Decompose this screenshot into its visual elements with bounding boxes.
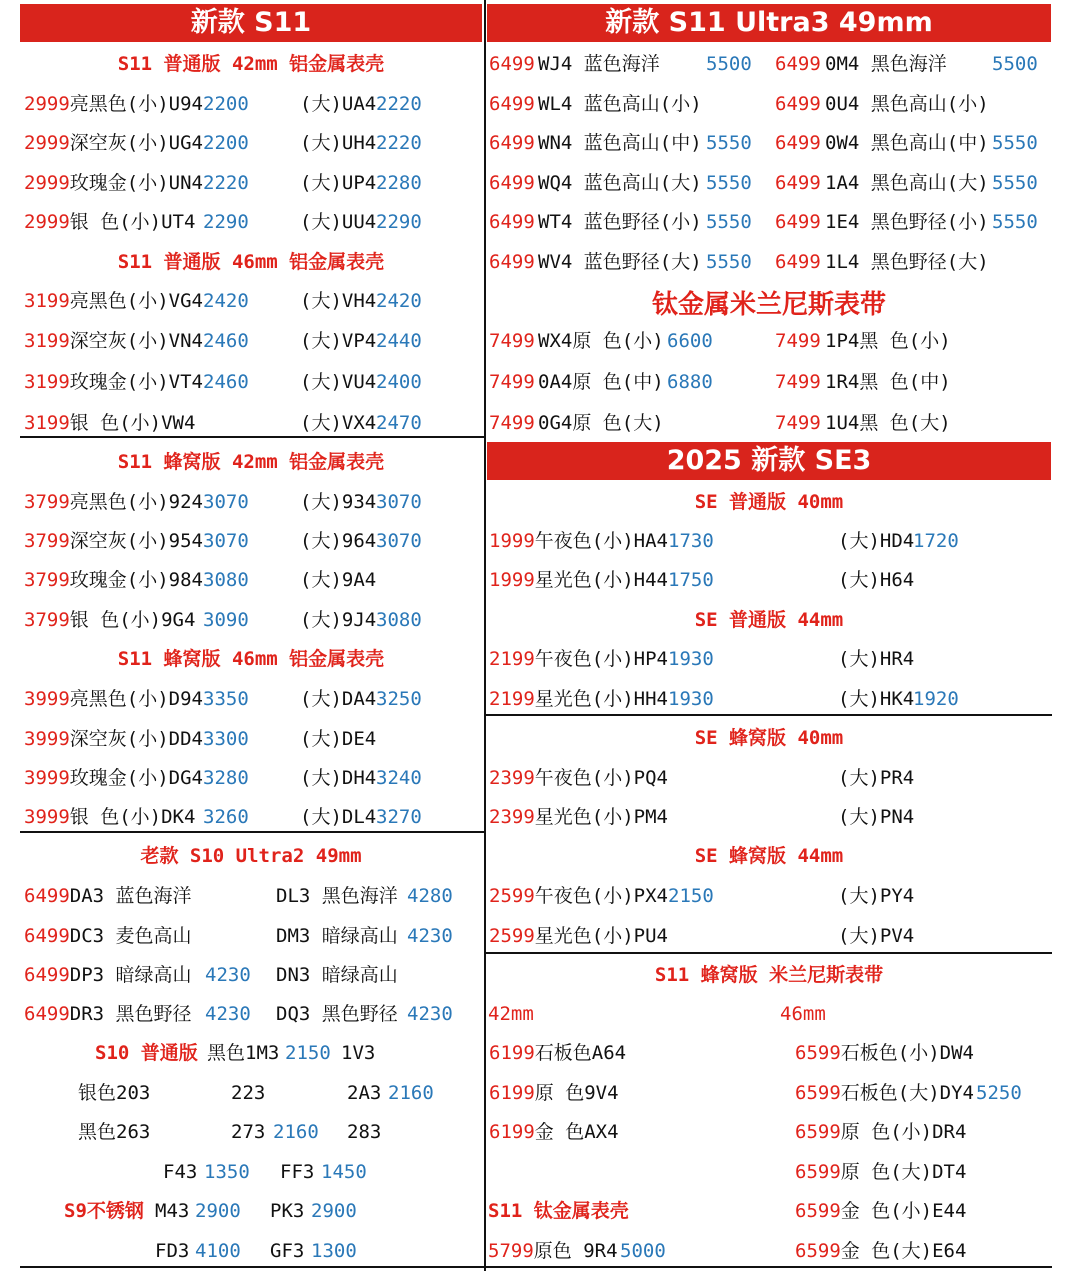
model-code: WL4 蓝色高山(小) [538, 93, 702, 115]
retail-price: 2399 [489, 767, 535, 789]
model-code: 亮黑色(小)U94 [69, 93, 203, 115]
retail-price: 6499 [489, 251, 535, 273]
model-code: WV4 蓝色野径(大) [538, 251, 702, 273]
retail-price: 6499 [489, 132, 535, 154]
model-code: (大)VP4 [300, 330, 377, 352]
section-se-40: SE 普通版 40mm [694, 491, 844, 513]
cost-value: 6880 [667, 371, 713, 393]
price-row [489, 251, 535, 273]
model-code: 亮黑色(小)D94 [69, 688, 203, 710]
cost-value: 1720 [913, 530, 959, 552]
model-code: WN4 蓝色高山(中) [538, 132, 702, 154]
section-s11-42: S11 普通版 42mm 铝金属表壳 [117, 53, 385, 75]
cost-value: 3300 [203, 728, 249, 750]
retail-price: 6199 [489, 1042, 535, 1064]
model-code: 银色203 [78, 1082, 151, 1104]
model-code: (大)HR4 [838, 648, 915, 670]
model-code: (大)HK4 [838, 688, 915, 710]
cost-value: 2160 [273, 1121, 319, 1143]
model-code: (大)DE4 [300, 728, 377, 750]
banner-s11: 新款 S11 [20, 4, 482, 42]
model-code: DA3 蓝色海洋 [69, 885, 192, 907]
model-code: DC3 麦色高山 [69, 925, 192, 947]
retail-price: 6499 [489, 53, 535, 75]
price-row [489, 53, 535, 75]
price-row [489, 132, 535, 154]
model-code: 星光色(小)PM4 [534, 806, 668, 828]
retail-price: 6499 [775, 132, 821, 154]
retail-price: 3999 [24, 728, 70, 750]
cost-value: 2280 [376, 172, 422, 194]
retail-price: 7499 [775, 412, 821, 434]
model-code: 原 色(小)DR4 [840, 1121, 967, 1143]
retail-price: 3199 [24, 371, 70, 393]
retail-price: 2999 [24, 211, 70, 233]
model-code: (大)VX4 [300, 412, 377, 434]
model-code: DM3 暗绿高山 [276, 925, 398, 947]
retail-price: 7499 [489, 330, 535, 352]
cost-value: 2290 [203, 211, 249, 233]
cost-value: 5250 [976, 1082, 1022, 1104]
cost-value: 2290 [376, 211, 422, 233]
model-code: 深空灰(小)DD4 [69, 728, 203, 750]
price-row [488, 1240, 618, 1262]
model-code: (大)DA4 [300, 688, 377, 710]
model-code: 金 色(小)E44 [840, 1200, 967, 1222]
retail-price: 2999 [24, 132, 70, 154]
cost-value: 1930 [668, 688, 714, 710]
model-code: DR3 黑色野径 [69, 1003, 192, 1025]
price-row [489, 767, 668, 789]
model-code: (大)PR4 [838, 767, 915, 789]
price-row [489, 648, 668, 670]
model-code: 0A4原 色(中) [538, 371, 664, 393]
cost-value: 2460 [203, 371, 249, 393]
price-row [24, 211, 195, 233]
model-code: 0W4 黑色高山(中) [825, 132, 989, 154]
model-code: 石板色(大)DY4 [840, 1082, 974, 1104]
price-row [489, 1082, 619, 1104]
model-code: 1E4 黑色野径(小) [825, 211, 989, 233]
retail-price: 2199 [489, 648, 535, 670]
price-row [24, 491, 203, 513]
retail-price: 6499 [775, 172, 821, 194]
retail-price: 6499 [24, 885, 70, 907]
retail-price: 6599 [795, 1240, 841, 1262]
model-code: (大)PN4 [838, 806, 915, 828]
retail-price: 3799 [24, 569, 70, 591]
cost-value: 4230 [407, 925, 453, 947]
divider [20, 831, 484, 833]
model-code: 1V3 [341, 1042, 376, 1064]
retail-price: 2399 [489, 806, 535, 828]
cost-value: 5550 [706, 132, 752, 154]
cost-value: 2220 [376, 132, 422, 154]
section-se-cell-40: SE 蜂窝版 40mm [694, 727, 844, 749]
cost-value: 2900 [195, 1200, 241, 1222]
cost-value: 2440 [376, 330, 422, 352]
price-row [795, 1200, 966, 1222]
model-code: (大)UA4 [300, 93, 377, 115]
price-row [489, 925, 668, 947]
divider [486, 714, 1052, 716]
model-code: 午夜色(小)HP4 [534, 648, 668, 670]
retail-price: 6499 [775, 93, 821, 115]
price-row [24, 330, 203, 352]
retail-price: 6499 [489, 172, 535, 194]
cost-value: 3070 [376, 530, 422, 552]
model-code: 星光色(小)H44 [534, 569, 668, 591]
price-row [24, 885, 192, 907]
model-code: DL3 黑色海洋 [276, 885, 398, 907]
price-row [489, 806, 668, 828]
size-label-42: 42mm [488, 1003, 534, 1025]
cost-value: 2420 [203, 290, 249, 312]
section-titanium-band: 钛金属米兰尼斯表带 [651, 290, 886, 320]
retail-price: 3999 [24, 767, 70, 789]
price-row [24, 371, 203, 393]
price-row [24, 290, 203, 312]
retail-price: 7499 [489, 412, 535, 434]
model-code: (大)934 [300, 491, 377, 513]
retail-price: 6499 [775, 211, 821, 233]
model-code: 银 色(小)UT4 [69, 211, 196, 233]
model-code: PK3 [270, 1200, 305, 1222]
retail-price: 6199 [489, 1082, 535, 1104]
section-s11-46: S11 普通版 46mm 铝金属表壳 [117, 251, 385, 273]
price-row [489, 569, 668, 591]
price-row [24, 93, 203, 115]
cost-value: 3070 [203, 530, 249, 552]
cost-value: 2220 [376, 93, 422, 115]
section-s11-milanese: S11 蜂窝版 米兰尼斯表带 [654, 964, 884, 986]
cost-value: 5550 [992, 132, 1038, 154]
model-code: 玫瑰金(小)984 [69, 569, 203, 591]
cost-value: 5550 [706, 211, 752, 233]
retail-price: 6599 [795, 1200, 841, 1222]
model-code: (大)PV4 [838, 925, 915, 947]
retail-price: 2999 [24, 93, 70, 115]
cost-value: 3260 [203, 806, 249, 828]
price-row [795, 1082, 974, 1104]
cost-value: 1300 [311, 1240, 357, 1262]
cost-value: 5500 [706, 53, 752, 75]
model-code: 石板色(小)DW4 [840, 1042, 974, 1064]
cost-value: 5500 [992, 53, 1038, 75]
model-code: (大)964 [300, 530, 377, 552]
model-code: FD3 [155, 1240, 190, 1262]
cost-value: 4230 [205, 1003, 251, 1025]
retail-price: 7499 [489, 371, 535, 393]
price-row [489, 688, 668, 710]
cost-value: 5550 [992, 172, 1038, 194]
price-row [489, 885, 668, 907]
section-s11h-46: S11 蜂窝版 46mm 铝金属表壳 [117, 648, 385, 670]
model-code: (大)9A4 [300, 569, 377, 591]
cost-value: 5550 [706, 251, 752, 273]
model-code: 1R4黑 色(中) [825, 371, 951, 393]
price-row [795, 1042, 974, 1064]
model-code: 黑色263 [78, 1121, 151, 1143]
retail-price: 3999 [24, 688, 70, 710]
cost-value: 5550 [706, 172, 752, 194]
model-code: (大)UU4 [300, 211, 377, 233]
cost-value: 2150 [285, 1042, 331, 1064]
model-code: (大)HD4 [838, 530, 915, 552]
model-code: WX4原 色(小) [538, 330, 664, 352]
model-code: 石板色A64 [534, 1042, 627, 1064]
retail-price: 2199 [489, 688, 535, 710]
retail-price: 6499 [489, 211, 535, 233]
retail-price: 1999 [489, 569, 535, 591]
model-code: (大)PY4 [838, 885, 915, 907]
cost-value: 2200 [203, 93, 249, 115]
cost-value: 1350 [204, 1161, 250, 1183]
model-code: 283 [347, 1121, 382, 1143]
model-code: 深空灰(小)954 [69, 530, 203, 552]
model-code: 0U4 黑色高山(小) [825, 93, 989, 115]
price-row [24, 530, 203, 552]
model-code: 午夜色(小)PX4 [534, 885, 668, 907]
cost-value: 1750 [668, 569, 714, 591]
model-code: 2A3 [347, 1082, 382, 1104]
cost-value: 4100 [195, 1240, 241, 1262]
cost-value: 4230 [407, 1003, 453, 1025]
model-code: 银 色(小)VW4 [69, 412, 196, 434]
model-code: 玫瑰金(小)UN4 [69, 172, 203, 194]
model-code: FF3 [280, 1161, 315, 1183]
cost-value: 2420 [376, 290, 422, 312]
price-row [489, 1042, 626, 1064]
cost-value: 4230 [205, 964, 251, 986]
divider [486, 952, 1052, 954]
price-row [24, 806, 195, 828]
size-label-46: 46mm [780, 1003, 826, 1025]
cost-value: 3250 [376, 688, 422, 710]
price-row [489, 211, 535, 233]
retail-price: 6599 [795, 1082, 841, 1104]
model-code: 原色 9R4 [533, 1240, 618, 1262]
cost-value: 5550 [992, 211, 1038, 233]
retail-price: 3199 [24, 412, 70, 434]
banner-se3: 2025 新款 SE3 [487, 442, 1051, 480]
model-code: WJ4 蓝色海洋 [538, 53, 660, 75]
model-code: (大)H64 [838, 569, 915, 591]
cost-value: 1930 [668, 648, 714, 670]
model-code: 午夜色(小)HA4 [534, 530, 668, 552]
model-code: 原 色(大)DT4 [840, 1161, 967, 1183]
model-code: 星光色(小)PU4 [534, 925, 668, 947]
model-code: 星光色(小)HH4 [534, 688, 668, 710]
section-s10-regular: S10 普通版 [95, 1042, 198, 1064]
retail-price: 6599 [795, 1121, 841, 1143]
cost-value: 2150 [668, 885, 714, 907]
cost-value: 3350 [203, 688, 249, 710]
section-s9-steel: S9不锈钢 [64, 1200, 144, 1222]
price-row [24, 964, 192, 986]
section-s11h-42: S11 蜂窝版 42mm 铝金属表壳 [117, 451, 385, 473]
retail-price: 6499 [489, 93, 535, 115]
model-code: (大)DL4 [300, 806, 377, 828]
model-code: 金 色AX4 [534, 1121, 619, 1143]
cost-value: 2470 [376, 412, 422, 434]
price-row [24, 767, 203, 789]
price-row [489, 93, 535, 115]
model-code: 黑色1M3 [207, 1042, 280, 1064]
model-code: DQ3 黑色野径 [276, 1003, 398, 1025]
model-code: 0G4原 色(大) [538, 412, 664, 434]
model-code: 玫瑰金(小)DG4 [69, 767, 203, 789]
model-code: DN3 暗绿高山 [276, 964, 398, 986]
price-row [24, 728, 203, 750]
model-code: (大)VH4 [300, 290, 377, 312]
cost-value: 1730 [668, 530, 714, 552]
model-code: 223 [231, 1082, 266, 1104]
cost-value: 3070 [203, 491, 249, 513]
divider [20, 1266, 1052, 1268]
retail-price: 1999 [489, 530, 535, 552]
cost-value: 3270 [376, 806, 422, 828]
retail-price: 6499 [775, 251, 821, 273]
retail-price: 2599 [489, 885, 535, 907]
price-row [24, 1003, 192, 1025]
cost-value: 3280 [203, 767, 249, 789]
cost-value: 3070 [376, 491, 422, 513]
model-code: 1A4 黑色高山(大) [825, 172, 989, 194]
cost-value: 2200 [203, 132, 249, 154]
cost-value: 5000 [620, 1240, 666, 1262]
section-s10-ultra2: 老款 S10 Ultra2 49mm [140, 845, 362, 867]
retail-price: 3199 [24, 290, 70, 312]
model-code: F43 [163, 1161, 198, 1183]
price-row [24, 688, 203, 710]
cost-value: 3090 [203, 609, 249, 631]
model-code: 午夜色(小)PQ4 [534, 767, 668, 789]
retail-price: 7499 [775, 371, 821, 393]
cost-value: 3240 [376, 767, 422, 789]
retail-price: 6599 [795, 1042, 841, 1064]
retail-price: 6599 [795, 1161, 841, 1183]
section-se-44: SE 普通版 44mm [694, 609, 844, 631]
model-code: 原 色9V4 [534, 1082, 619, 1104]
model-code: GF3 [270, 1240, 305, 1262]
model-code: 金 色(大)E64 [840, 1240, 967, 1262]
price-row [489, 172, 535, 194]
model-code: 深空灰(小)VN4 [69, 330, 203, 352]
model-code: 1P4黑 色(小) [825, 330, 951, 352]
model-code: (大)DH4 [300, 767, 377, 789]
retail-price: 3799 [24, 530, 70, 552]
model-code: 银 色(小)DK4 [69, 806, 196, 828]
model-code: WQ4 蓝色高山(大) [538, 172, 702, 194]
model-code: 玫瑰金(小)VT4 [69, 371, 203, 393]
model-code: 亮黑色(小)924 [69, 491, 203, 513]
model-code: (大)9J4 [300, 609, 377, 631]
retail-price: 3799 [24, 491, 70, 513]
banner-ultra3: 新款 S11 Ultra3 49mm [487, 4, 1051, 42]
retail-price: 7499 [775, 330, 821, 352]
retail-price: 6499 [24, 964, 70, 986]
model-code: DP3 暗绿高山 [69, 964, 192, 986]
section-se-cell-44: SE 蜂窝版 44mm [694, 845, 844, 867]
divider [20, 436, 484, 438]
price-row [795, 1121, 966, 1143]
section-s11-titanium-case: S11 钛金属表壳 [488, 1200, 629, 1222]
retail-price: 6499 [24, 925, 70, 947]
price-row [795, 1240, 966, 1262]
price-row [24, 609, 195, 631]
price-row [24, 925, 192, 947]
retail-price: 6499 [775, 53, 821, 75]
cost-value: 2220 [203, 172, 249, 194]
model-code: 0M4 黑色海洋 [825, 53, 947, 75]
retail-price: 3199 [24, 330, 70, 352]
cost-value: 2160 [388, 1082, 434, 1104]
retail-price: 3999 [24, 806, 70, 828]
model-code: WT4 蓝色野径(小) [538, 211, 702, 233]
cost-value: 1920 [913, 688, 959, 710]
model-code: 1U4黑 色(大) [825, 412, 951, 434]
retail-price: 6199 [489, 1121, 535, 1143]
price-row [24, 132, 203, 154]
retail-price: 3799 [24, 609, 70, 631]
cost-value: 3080 [203, 569, 249, 591]
cost-value: 2900 [311, 1200, 357, 1222]
price-row [795, 1161, 966, 1183]
cost-value: 3080 [376, 609, 422, 631]
price-row [24, 412, 195, 434]
column-divider [484, 0, 486, 1271]
model-code: 273 [231, 1121, 266, 1143]
retail-price: 2999 [24, 172, 70, 194]
cost-value: 4280 [407, 885, 453, 907]
model-code: 深空灰(小)UG4 [69, 132, 203, 154]
model-code: 亮黑色(小)VG4 [69, 290, 203, 312]
price-row [24, 172, 203, 194]
cost-value: 6600 [667, 330, 713, 352]
model-code: (大)UP4 [300, 172, 377, 194]
model-code: (大)UH4 [300, 132, 377, 154]
model-code: 1L4 黑色野径(大) [825, 251, 989, 273]
price-row [489, 530, 668, 552]
model-code: 银 色(小)9G4 [69, 609, 196, 631]
retail-price: 5799 [488, 1240, 534, 1262]
model-code: M43 [155, 1200, 190, 1222]
cost-value: 2460 [203, 330, 249, 352]
model-code: (大)VU4 [300, 371, 377, 393]
price-row [489, 1121, 619, 1143]
retail-price: 6499 [24, 1003, 70, 1025]
price-row [24, 569, 203, 591]
cost-value: 2400 [376, 371, 422, 393]
cost-value: 1450 [321, 1161, 367, 1183]
retail-price: 2599 [489, 925, 535, 947]
